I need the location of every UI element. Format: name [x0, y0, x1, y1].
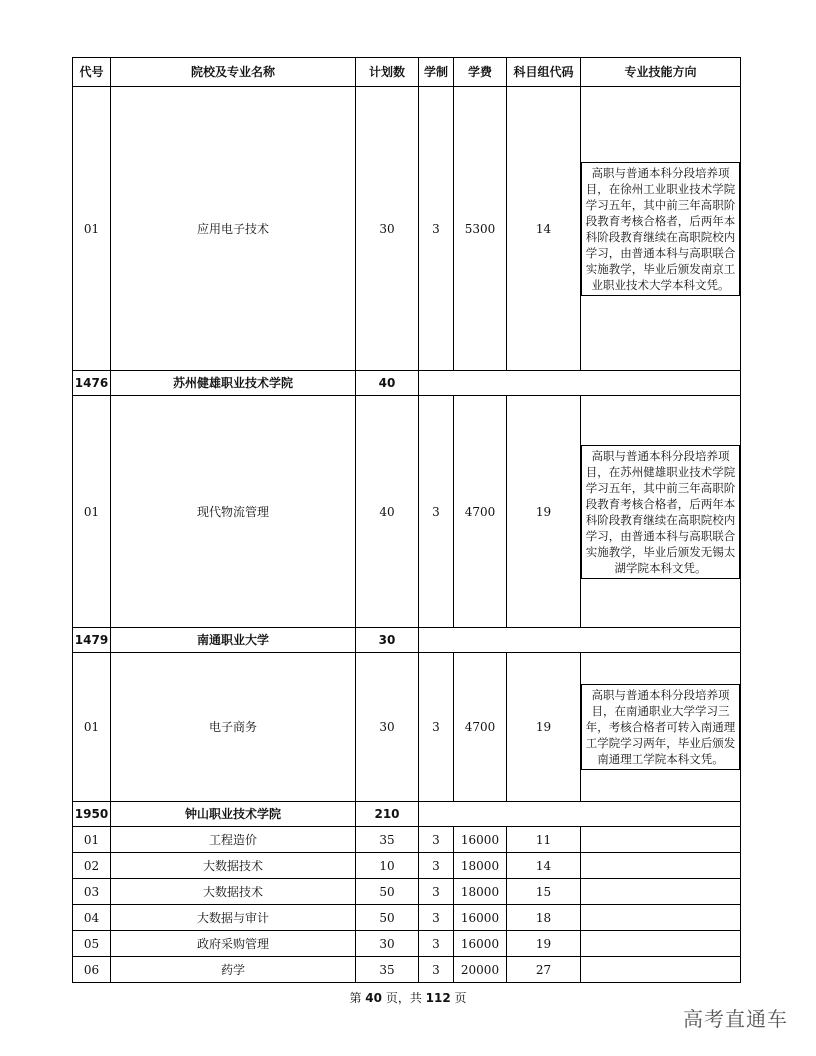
footer-mid: 页，共: [385, 991, 422, 1005]
table-header-row: [73, 58, 741, 87]
institution-code: 1950: [73, 802, 111, 827]
institution-blank: [419, 802, 741, 827]
cell-years: 3: [419, 87, 454, 371]
cell-name: 现代物流管理: [111, 396, 356, 628]
cell-plan: 30: [356, 931, 419, 957]
cell-years: 3: [419, 653, 454, 802]
cell-code: 01: [73, 653, 111, 802]
direction-text: 高职与普通本科分段培养项目，在苏州健雄职业技术学院学习五年，其中前三年高职阶段教育考核合格者，后两年本科阶段教育继续在高职院校内学习，由普通本科与高职联合实施教学，毕业后颁发无锡太湖学院本科文凭。: [581, 445, 740, 579]
cell-fee: 16000: [454, 827, 507, 853]
footer-suffix: 页: [454, 991, 467, 1005]
institution-blank: [419, 371, 741, 396]
cell-subject: 18: [507, 905, 581, 931]
table-row: [73, 853, 741, 879]
cell-direction: [581, 957, 741, 983]
cell-years: 3: [419, 827, 454, 853]
cell-fee: 4700: [454, 396, 507, 628]
table-row: [73, 879, 741, 905]
cell-subject: 11: [507, 827, 581, 853]
cell-plan: 30: [356, 653, 419, 802]
cell-subject: 19: [507, 653, 581, 802]
institution-code: 1476: [73, 371, 111, 396]
cell-direction: [581, 396, 741, 628]
institution-blank: [419, 628, 741, 653]
cell-subject: 19: [507, 931, 581, 957]
header-name: 院校及专业名称: [111, 58, 356, 87]
footer-prefix: 第: [349, 991, 362, 1005]
institution-name: 苏州健雄职业技术学院: [111, 371, 356, 396]
cell-name: 电子商务: [111, 653, 356, 802]
institution-row: [73, 802, 741, 827]
cell-name: 工程造价: [111, 827, 356, 853]
header-years: 学制: [419, 58, 454, 87]
header-subject: 科目组代码: [507, 58, 581, 87]
cell-code: 01: [73, 396, 111, 628]
institution-plan: 30: [356, 628, 419, 653]
table-row: [73, 396, 741, 628]
cell-direction: [581, 905, 741, 931]
table-row: [73, 957, 741, 983]
cell-subject: 14: [507, 87, 581, 371]
cell-plan: 50: [356, 905, 419, 931]
cell-years: 3: [419, 931, 454, 957]
cell-fee: 18000: [454, 853, 507, 879]
header-plan: 计划数: [356, 58, 419, 87]
direction-text: 高职与普通本科分段培养项目，在徐州工业职业技术学院学习五年，其中前三年高职阶段教育考核合格者，后两年本科阶段教育继续在高职院校内学习，由普通本科与高职联合实施教学，毕业后颁发南京工业职业技术大学本科文凭。: [581, 162, 740, 296]
cell-subject: 27: [507, 957, 581, 983]
cell-fee: 16000: [454, 931, 507, 957]
cell-code: 01: [73, 827, 111, 853]
cell-fee: 18000: [454, 879, 507, 905]
institution-row: [73, 628, 741, 653]
cell-name: 应用电子技术: [111, 87, 356, 371]
header-code: 代号: [73, 58, 111, 87]
direction-text: 高职与普通本科分段培养项目，在南通职业大学学习三年，考核合格者可转入南通理工学院学习两年，毕业后颁发南通理工学院本科文凭。: [581, 684, 740, 770]
cell-years: 3: [419, 853, 454, 879]
cell-code: 01: [73, 87, 111, 371]
cell-code: 02: [73, 853, 111, 879]
cell-plan: 40: [356, 396, 419, 628]
cell-years: 3: [419, 905, 454, 931]
cell-plan: 35: [356, 827, 419, 853]
cell-code: 06: [73, 957, 111, 983]
enrollment-table: [72, 57, 741, 983]
cell-fee: 5300: [454, 87, 507, 371]
table-row: [73, 653, 741, 802]
cell-code: 05: [73, 931, 111, 957]
cell-direction: [581, 853, 741, 879]
footer-page-number: 40: [365, 991, 382, 1005]
cell-years: 3: [419, 957, 454, 983]
institution-name: 钟山职业技术学院: [111, 802, 356, 827]
cell-name: 药学: [111, 957, 356, 983]
cell-direction: [581, 931, 741, 957]
cell-name: 政府采购管理: [111, 931, 356, 957]
institution-name: 南通职业大学: [111, 628, 356, 653]
table-row: [73, 87, 741, 371]
cell-plan: 35: [356, 957, 419, 983]
cell-years: 3: [419, 879, 454, 905]
cell-code: 03: [73, 879, 111, 905]
footer-total-pages: 112: [425, 991, 451, 1005]
cell-direction: [581, 653, 741, 802]
cell-direction: [581, 879, 741, 905]
table-row: [73, 931, 741, 957]
cell-subject: 15: [507, 879, 581, 905]
watermark: 高考直通车: [683, 1007, 788, 1031]
cell-years: 3: [419, 396, 454, 628]
institution-code: 1479: [73, 628, 111, 653]
cell-code: 04: [73, 905, 111, 931]
institution-plan: 40: [356, 371, 419, 396]
cell-plan: 30: [356, 87, 419, 371]
cell-subject: 19: [507, 396, 581, 628]
header-direction: 专业技能方向: [581, 58, 741, 87]
cell-plan: 10: [356, 853, 419, 879]
header-fee: 学费: [454, 58, 507, 87]
cell-subject: 14: [507, 853, 581, 879]
cell-fee: 20000: [454, 957, 507, 983]
cell-direction: [581, 87, 741, 371]
cell-name: 大数据与审计: [111, 905, 356, 931]
cell-fee: 4700: [454, 653, 507, 802]
cell-name: 大数据技术: [111, 879, 356, 905]
cell-direction: [581, 827, 741, 853]
cell-plan: 50: [356, 879, 419, 905]
cell-name: 大数据技术: [111, 853, 356, 879]
institution-row: [73, 371, 741, 396]
institution-plan: 210: [356, 802, 419, 827]
table-row: [73, 827, 741, 853]
table-row: [73, 905, 741, 931]
cell-fee: 16000: [454, 905, 507, 931]
